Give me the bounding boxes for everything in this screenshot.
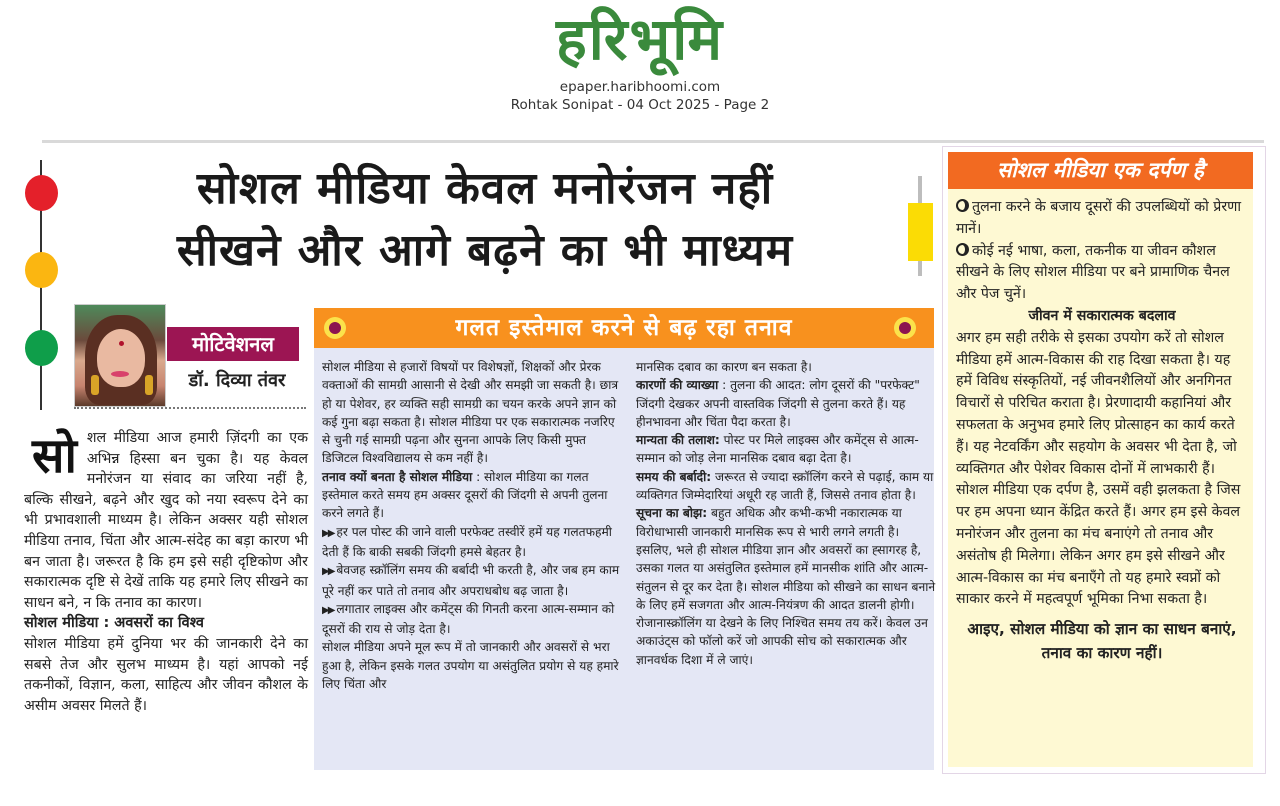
mid-a-lead: तनाव क्यों बनता है सोशल मीडिया bbox=[322, 469, 473, 484]
intro-paragraph bbox=[24, 428, 308, 613]
mid-b-item bbox=[636, 376, 936, 431]
amber-light-icon bbox=[25, 252, 58, 288]
photo-earring-right bbox=[145, 375, 153, 395]
mid-b-paragraph-2: इसलिए, भले ही सोशल मीडिया ज्ञान और अवसरों का ह्सागरह है, उसका गलत या असंतुलित इस्तेमाल हमें मानसीक शांति और आत्म-संतुलन से दूर कर देता है। सोशल मीडिया को सीखने का साधन बनाने के लिए हमें सजगता और आत्म-नियंत्रण की आदत डालनी होगी। रोजानास्क्रॉलिंग या देखने के लिए निश्चित समय तय करें। केवल उन अकाउंट्स को फॉलो करें जो आपकी सोच को सकारात्मक और ज्ञानवर्धक दिशा में ले जाएं। bbox=[636, 542, 936, 667]
mid-b-item-lead: मान्यता की तलाश: bbox=[636, 433, 720, 448]
author-byline: डॉ. दिव्या तंवर bbox=[188, 370, 286, 391]
photo-face bbox=[97, 329, 145, 387]
sidebar-bullet-text: कोई नई भाषा, कला, तकनीक या जीवन कौशल सीखने के लिए सोशल मीडिया पर बने प्रामाणिक चैनल और पेज चुनें। bbox=[956, 242, 1230, 303]
middle-section-banner bbox=[314, 308, 934, 348]
mid-a-point-text: बेवजह स्क्रॉलिंग समय की बर्बादी भी करती है, और जब हम काम पूरे नहीं कर पाते तो तनाव और अपराधबोध बढ़ जाता है। bbox=[322, 563, 620, 598]
mid-b-item bbox=[636, 504, 936, 541]
mid-a-point bbox=[322, 523, 622, 562]
mid-a-paragraph-1: सोशल मीडिया से हजारों विषयों पर विशेषज्ञों, शिक्षकों और प्रेरक वक्ताओं की सामग्री आसानी से देखी और समझी जा सकती है। छात्र हो या पेशेवर, हर व्यक्ति सही सामग्री का चयन करके अपने ज्ञान को कई गुना बढ़ा सकता है। सोशल मीडिया पर एक सकारात्मक नजरिए से चुनी गई सामग्री पढ़ना और सुनना आपके लिए किसी मुफ्त डिजिटल विश्वविद्यालय से कम नहीं है। bbox=[322, 360, 619, 466]
ring-bullet-icon bbox=[956, 199, 969, 212]
sidebar-banner: सोशल मीडिया एक दर्पण है bbox=[948, 152, 1253, 189]
site-url[interactable]: epaper.haribhoomi.com bbox=[559, 79, 721, 95]
sidebar-closing: आइए, सोशल मीडिया को ज्ञान का साधन बनाएं, तनाव का कारण नहीं। bbox=[967, 620, 1237, 663]
left-column bbox=[24, 428, 308, 716]
sidebar-subhead: जीवन में सकारात्मक बदलाव bbox=[1028, 307, 1176, 324]
mid-a-point-text: लगातार लाइक्स और कमेंट्स की गिनती करना आत्म-सम्मान को दूसरों की राय से जोड़ देता है। bbox=[322, 601, 615, 637]
mid-a-point bbox=[322, 600, 622, 639]
double-arrow-icon: ▶▶ bbox=[322, 527, 334, 539]
mid-b-item-lead: समय की बर्बादी: bbox=[636, 469, 712, 484]
double-arrow-icon: ▶▶ bbox=[322, 604, 334, 616]
column-badge: मोटिवेशनल bbox=[167, 327, 299, 361]
circle-dot-icon bbox=[894, 317, 916, 339]
mid-a-point-text: हर पल पोस्ट की जाने वाली परफेक्ट तस्वीरें हमें यह गलतफहमी देती हैं कि बाकी सबकी जिंदगी हमसे बेहतर है। bbox=[322, 524, 612, 559]
dotted-divider bbox=[74, 407, 306, 409]
author-photo bbox=[74, 304, 166, 407]
candlestick-icon bbox=[908, 203, 933, 261]
sidebar-body: अगर हम सही तरीके से इसका उपयोग करें तो सोशल मीडिया हमें आत्म-विकास की राह दिखा सकता है। यह हमें विविध संस्कृतियों, नई जीवनशैलियों और अनगिनत विचारों से परिचित कराता है। प्रेरणादायी कहानियां और सफलता के अनुभव हमारे लिए प्रोत्साहन का कार्य करते हैं। यह नेटवर्किंग और सहयोग के अवसर भी देता है, जो व्यक्तिगत और पेशेवर विकास दोनों में लाभकारी हैं। सोशल मीडिया एक दर्पण है, उसमें वही झलकता है जिस पर हम अपना ध्यान केंद्रित करते हैं। अगर हम इसे केवल मनोरंजन और तुलना का मंच बनाएंगे तो तनाव और असंतोष ही मिलेगा। लेकिन अगर हम इसे सीखने और आत्म-विकास का मंच बनाएँगे तो यह हमारे स्वप्नों को साकार करने में महत्वपूर्ण भूमिका निभा सकता है। bbox=[956, 329, 1241, 608]
mid-b-item-text: जरूरत से ज्यादा स्क्रॉलिंग करने से पढ़ाई, काम या व्यक्तिगत जिम्मेदारियां अधूरी रह जाती हैं, जिससे तनाव होता है। bbox=[636, 469, 934, 503]
photo-earring-left bbox=[91, 375, 99, 395]
edition-info: Rohtak Sonipat - 04 Oct 2025 - Page 2 bbox=[510, 97, 770, 113]
double-arrow-icon: ▶▶ bbox=[322, 566, 334, 578]
sidebar-bullet bbox=[956, 241, 1248, 306]
sidebar-bullet-text: तुलना करने के बजाय दूसरों की उपलब्धियों को प्रेरणा मानें। bbox=[956, 199, 1242, 237]
mid-b-item-text: बहुत अधिक और कभी-कभी नकारात्मक या विरोधाभासी जानकारी मानसिक रूप से भारी लगने लगती है। bbox=[636, 506, 902, 539]
green-light-icon bbox=[25, 330, 58, 366]
headline-line-1: सोशल मीडिया केवल मनोरंजन नहीं bbox=[196, 163, 774, 214]
sidebar-text bbox=[956, 197, 1248, 665]
middle-banner-title: गलत इस्तेमाल करने से बढ़ रहा तनाव bbox=[455, 315, 793, 341]
ring-bullet-icon bbox=[956, 243, 969, 256]
page-divider bbox=[42, 140, 1264, 143]
red-light-icon bbox=[25, 175, 58, 211]
mid-a-point bbox=[322, 561, 622, 600]
intro-text: शल मीडिया आज हमारी ज़िंदगी का एक अभिन्न हिस्सा बन चुका है। यह केवल मनोरंजन या संवाद का जरिया नहीं है, बल्कि सीखने, बढ़ने और खुद को नया स्वरूप देने का भी प्रभावशाली माध्यम है। लेकिन अक्सर यही सोशल मीडिया तनाव, चिंता और आत्म-संदेह का बड़ा कारण भी बन जाता है। जरूरत है कि हम इसे सही दृष्टिकोण और सकारात्मक दृष्टि से देखें ताकि यह हमारे लिए सीखने का साधन बने, न कि तनाव का कारण। bbox=[24, 430, 308, 611]
mid-b-item-text: पोस्ट पर मिले लाइक्स और कमेंट्स से आत्म-सम्मान को जोड़ लेना मानसिक दबाव बढ़ा देता है। bbox=[636, 433, 919, 466]
masthead bbox=[0, 0, 1280, 130]
sidebar-panel bbox=[948, 189, 1253, 767]
article-headline bbox=[70, 158, 900, 282]
mid-a-paragraph-2-text: : सोशल मीडिया का गलत इस्तेमाल करते समय हम अक्सर दूसरों की जिंदगी से अपनी तुलना करने लगते हैं। bbox=[322, 469, 608, 521]
mid-b-paragraph-1: मानसिक दबाव का कारण बन सकता है। bbox=[636, 360, 812, 374]
photo-bindi bbox=[119, 341, 124, 346]
mid-a-paragraph-2 bbox=[322, 468, 622, 523]
drop-cap: सो bbox=[32, 428, 77, 484]
mid-b-item-lead: सूचना का बोझ: bbox=[636, 506, 708, 521]
sidebar-bullet bbox=[956, 197, 1248, 241]
headline-line-2: सीखने और आगे बढ़ने का भी माध्यम bbox=[176, 225, 794, 276]
mid-a-paragraph-3: सोशल मीडिया अपने मूल रूप में तो जानकारी और अवसरों से भरा हुआ है, लेकिन इसके गलत उपयोग या असंतुलित प्रयोग से यह हमारे लिए चिंता और bbox=[322, 640, 619, 692]
mid-b-item bbox=[636, 468, 936, 505]
middle-section-panel bbox=[314, 348, 934, 770]
left-subhead: सोशल मीडिया : अवसरों का विश्व bbox=[24, 615, 204, 632]
left-body: सोशल मीडिया हमें दुनिया भर की जानकारी देने का सबसे तेज और सुलभ माध्यम है। यहां आपको नई तकनीकों, विज्ञान, कला, साहित्य और जीवन कौशल के असीम अवसर मिलते हैं। bbox=[24, 635, 308, 714]
mid-b-item-text: : तुलना की आदत: लोग दूसरों की "परफेक्ट" जिंदगी देखकर अपनी वास्तविक जिंदगी से तुलना करते हैं। यह हीनभावना और चिंता पैदा करता है। bbox=[636, 378, 920, 429]
middle-column-a bbox=[322, 358, 622, 693]
photo-lips bbox=[111, 371, 129, 377]
newspaper-logo[interactable]: हरिभूमि bbox=[555, 5, 725, 73]
mid-b-item-lead: कारणों की व्याख्या bbox=[636, 378, 719, 393]
mid-b-item bbox=[636, 431, 936, 468]
middle-column-b bbox=[636, 358, 936, 669]
